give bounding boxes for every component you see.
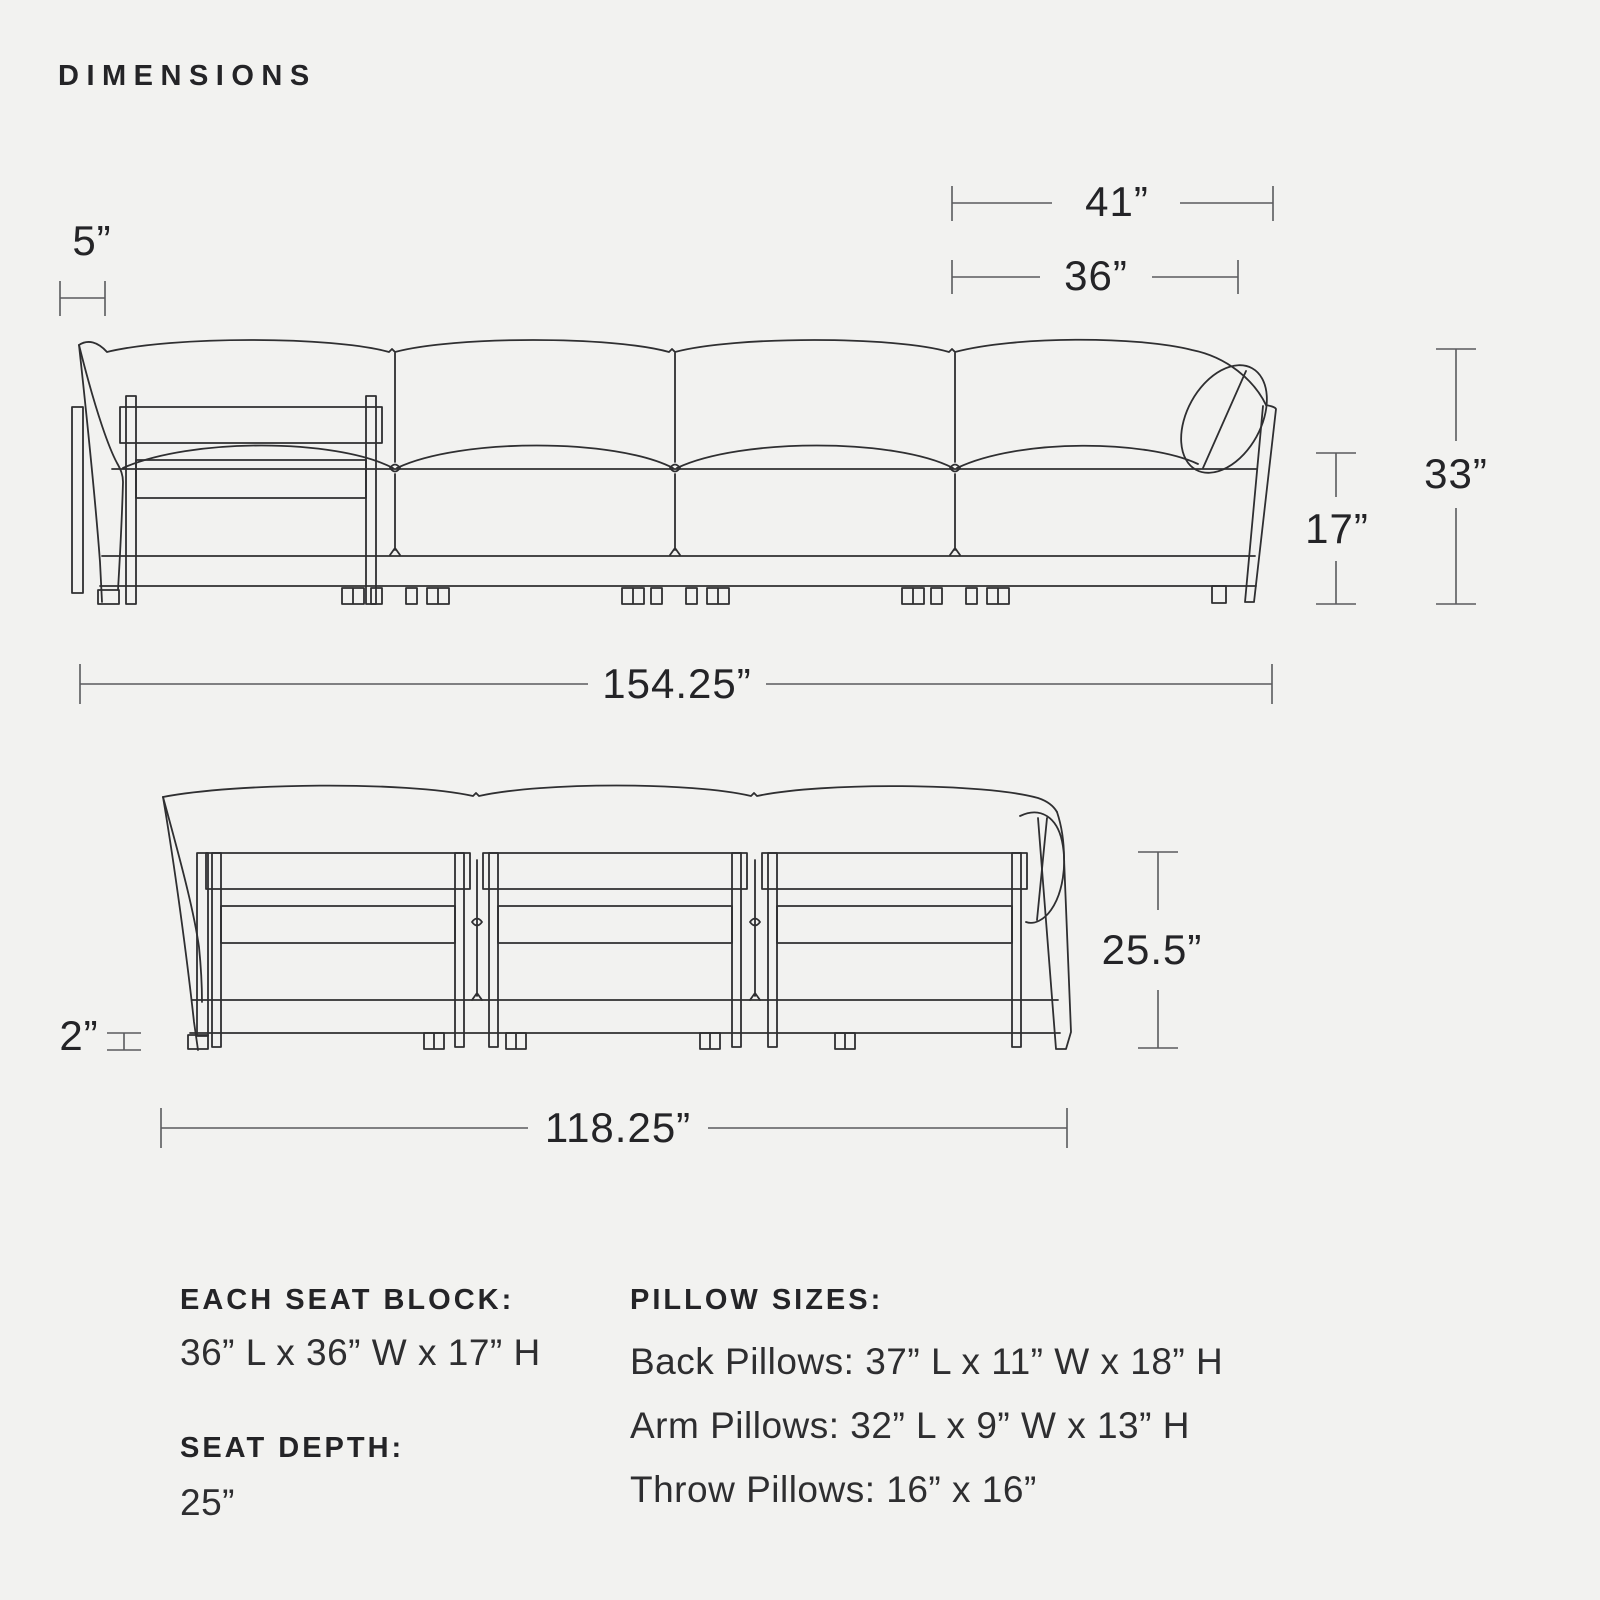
- front-right-arm: [1245, 405, 1276, 602]
- front-frame-slat: [136, 460, 366, 498]
- dim-label-seat-height: 17”: [1305, 505, 1369, 552]
- pillow-sizes-heading: PILLOW SIZES:: [630, 1284, 884, 1316]
- front-frame-post-right: [366, 396, 376, 604]
- dim-line-arm-width: [60, 281, 105, 316]
- sofa-front-view: [72, 340, 1284, 604]
- sofa-back-view: [163, 786, 1071, 1051]
- front-frame-top-bar: [120, 407, 382, 443]
- dim-label-overall-height: 33”: [1424, 450, 1488, 497]
- pillow-size-arm: Arm Pillows: 32” L x 9” W x 13” H: [630, 1405, 1190, 1446]
- back-frame-c-post-right: [1012, 853, 1021, 1047]
- back-cushion-seams: [472, 860, 760, 1000]
- seat-block-value: 36” L x 36” W x 17” H: [180, 1332, 541, 1373]
- back-frame-b-post-right: [732, 853, 741, 1047]
- front-rear-post: [72, 407, 83, 593]
- back-left-corner-arm: [163, 797, 198, 1050]
- seat-block-heading: EACH SEAT BLOCK:: [180, 1284, 515, 1316]
- dim-label-seat-block: 36”: [1064, 252, 1128, 299]
- dim-line-leg-height: [107, 1033, 141, 1050]
- back-top-outline: [163, 786, 1057, 813]
- front-legs: [342, 586, 1226, 604]
- back-frame-a-post-right: [455, 853, 464, 1047]
- seat-depth-heading: SEAT DEPTH:: [180, 1432, 405, 1464]
- pillow-size-back: Back Pillows: 37” L x 11” W x 18” H: [630, 1341, 1224, 1382]
- dim-label-back-height: 25.5”: [1101, 926, 1203, 973]
- back-frame-a-slat: [221, 906, 455, 943]
- page-title: DIMENSIONS: [58, 60, 317, 92]
- dim-label-block-with-arm: 41”: [1085, 178, 1149, 225]
- seat-depth-value: 25”: [180, 1482, 235, 1523]
- pillow-size-throw: Throw Pillows: 16” x 16”: [630, 1469, 1037, 1510]
- dim-label-overall-depth: 118.25”: [544, 1104, 692, 1151]
- back-frame-b-slat: [498, 906, 732, 943]
- dim-label-arm-width: 5”: [72, 217, 112, 264]
- dim-label-leg-height: 2”: [59, 1012, 99, 1059]
- back-frame-a-post-left: [212, 853, 221, 1047]
- front-back-cushions-outline: [79, 340, 1266, 405]
- back-right-arm: [1038, 812, 1071, 1049]
- back-frame-b-post-left: [489, 853, 498, 1047]
- back-frame-c-top-bar: [762, 853, 1027, 889]
- front-left-corner-arm-inner: [79, 345, 123, 590]
- back-frame-b-top-bar: [483, 853, 747, 889]
- back-frame-c-slat: [777, 906, 1012, 943]
- back-frame-c-post-left: [768, 853, 777, 1047]
- front-frame-post-left: [126, 396, 136, 604]
- back-frame-a-top-bar: [206, 853, 470, 889]
- front-cushion-seams: [390, 353, 960, 555]
- front-seat-cushions: [123, 446, 1198, 469]
- bolster-pillow-seam: [1203, 371, 1246, 468]
- dim-label-overall-width: 154.25”: [602, 660, 752, 707]
